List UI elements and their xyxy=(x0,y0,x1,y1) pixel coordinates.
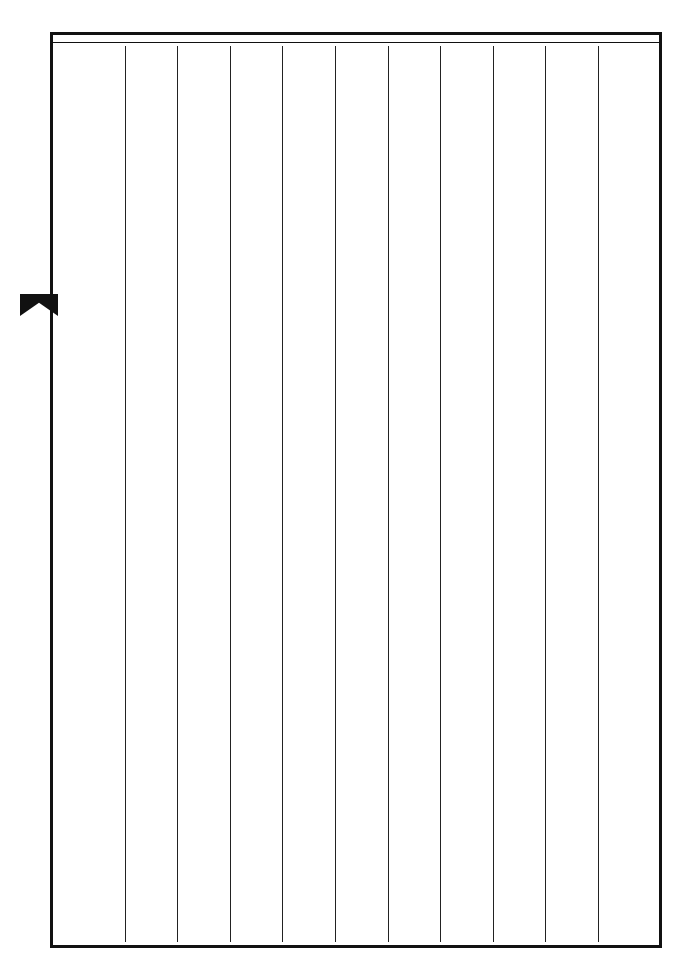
text-column-4 xyxy=(440,46,492,942)
text-column-1 xyxy=(598,46,650,942)
document-page xyxy=(14,32,668,956)
text-column-7 xyxy=(282,46,334,942)
text-column-5 xyxy=(388,46,440,942)
text-column-9 xyxy=(177,46,229,942)
text-column-content xyxy=(500,56,540,934)
text-column-content xyxy=(395,56,435,934)
text-column-content xyxy=(447,56,487,934)
text-column-10 xyxy=(125,46,177,942)
text-column-content xyxy=(132,56,172,934)
text-column-8 xyxy=(230,46,282,942)
text-column-11 xyxy=(72,46,124,942)
text-column-content xyxy=(342,56,382,934)
text-column-content xyxy=(605,56,645,934)
margin-strip xyxy=(14,32,64,948)
text-column-content xyxy=(237,56,277,934)
text-column-2 xyxy=(545,46,597,942)
page-number xyxy=(26,770,52,830)
page-border-inner-rule xyxy=(50,42,662,43)
text-column-3 xyxy=(493,46,545,942)
book-title xyxy=(20,62,58,312)
text-column-6 xyxy=(335,46,387,942)
text-column-content xyxy=(78,56,118,934)
section-title xyxy=(26,332,52,552)
text-column-content xyxy=(289,56,329,934)
text-column-content xyxy=(552,56,592,934)
text-column-content xyxy=(184,56,224,934)
text-body xyxy=(64,46,658,942)
